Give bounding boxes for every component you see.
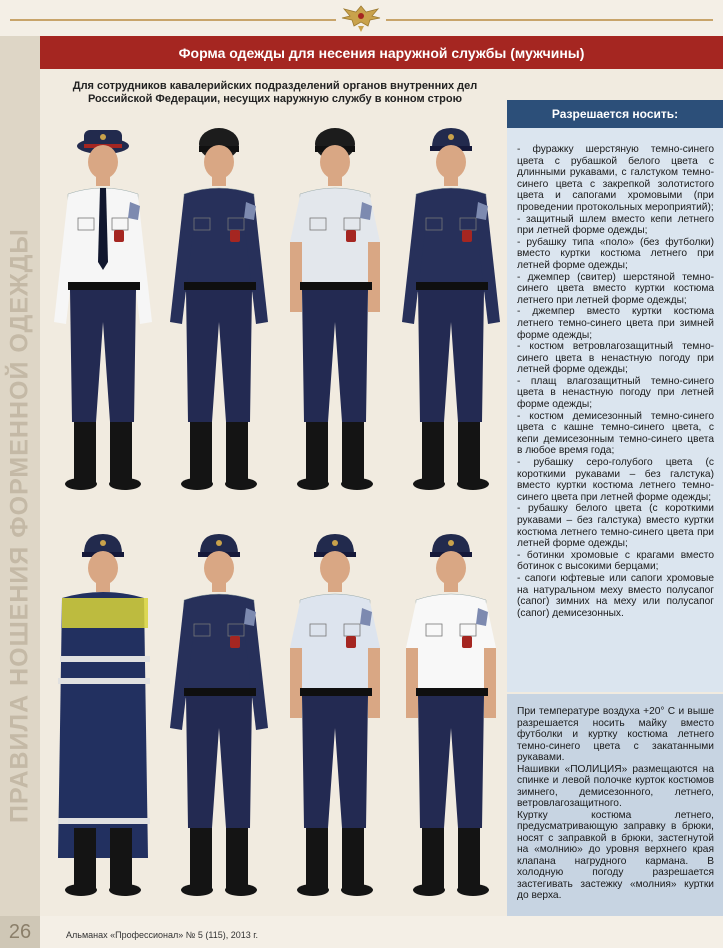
uniform-figure-1 [48, 122, 158, 494]
allowed-item: - джемпер вместо куртки костюма летнего темно-синего цвета при зимней форме одежды; [517, 306, 714, 341]
top-bar [0, 0, 723, 36]
allowed-item: - рубашку белого цвета (с короткими рукавами – без галстука) вместо куртки костюма летнего темно-синего цвета при летней форме одежды; [517, 503, 714, 550]
allowed-item: - сапоги юфтевые или сапоги хромовые на натуральном меху вместо полусапог (сапог) зимних на меху или полусапог (сапог) демисезонных. [517, 572, 714, 619]
eagle-emblem-icon [336, 2, 386, 34]
uniform-figure-5 [48, 528, 158, 900]
subtitle-line-1: Для сотрудников кавалерийских подразделений органов внутренних дел [72, 80, 478, 92]
allowed-item: - защитный шлем вместо кепи летнего при летней форме одежды; [517, 213, 714, 237]
allowed-item: - фуражку шерстяную темно-синего цвета с рубашкой белого цвета с длинными рукавами, с галстуком темно-синего цвета с закрепкой золотистого цвета и сапогами хромовыми (при проведении протокольных мероприятий); [517, 144, 714, 213]
uniform-figure-7 [280, 528, 390, 900]
footer-publication: Альманах «Профессионал» № 5 (115), 2013 г. [66, 930, 258, 940]
uniform-illustrations [40, 110, 506, 916]
allowed-items-list [517, 144, 714, 619]
page-title: Форма одежды для несения наружной службы (мужчины) [40, 36, 723, 69]
page-number: 26 [0, 916, 40, 948]
note-paragraph: Нашивки «ПОЛИЦИЯ» размещаются на спинке и левой полочке курток костюмов зимнего, демисезонного, летнего, ветровлагозащитного. [517, 763, 714, 809]
sidebar [0, 36, 40, 916]
allowed-item: - рубашку типа «поло» (без футболки) вместо куртки костюма летнего при летней форме одежды; [517, 236, 714, 271]
uniform-figure-6 [164, 528, 274, 900]
uniform-figure-8 [396, 528, 506, 900]
allowed-item: - рубашку серо-голубого цвета (с короткими рукавами – без галстука) вместо куртки костюма летнего темно-синего цвета при летней форме одежды; [517, 457, 714, 503]
subtitle [60, 80, 490, 106]
panel-heading: Разрешается носить: [507, 100, 723, 128]
notes-panel [507, 694, 723, 916]
notes-list [517, 706, 714, 902]
allowed-item: - джемпер (свитер) шерстяной темно-синего цвета вместо куртки костюма летнего при летней форме одежды; [517, 271, 714, 306]
subtitle-line-2: Российской Федерации, несущих наружную службу в конном строю [87, 93, 463, 105]
allowed-item: - плащ влагозащитный темно-синего цвета в ненастную погоду при летней форме одежды; [517, 375, 714, 411]
uniform-figure-4 [396, 122, 506, 494]
uniform-figure-2 [164, 122, 274, 494]
note-paragraph: При температуре воздуха +20° С и выше разрешается носить майку вместо футболки и куртку костюма летнего темно-синего цвета с закатанными рукавами. [517, 706, 714, 763]
allowed-items-panel [507, 128, 723, 692]
sidebar-vertical-title: ПРАВИЛА НОШЕНИЯ ФОРМЕННОЙ ОДЕЖДЫ [5, 228, 34, 824]
uniform-figure-3 [280, 122, 390, 494]
note-paragraph: Куртку костюма летнего, предусматривающую заправку в брюки, носят с заправкой в брюки, застегнутой на «молнию» до уровня верхнего края клапана нагрудного кармана. В холодную погоду разрешается застегивать застежку «молния» куртки до верха. [517, 809, 714, 901]
allowed-item: - костюм демисезонный темно-синего цвета с кашне темно-синего цвета, с кепи демисезонным темно-синего цвета в любое время года; [517, 410, 714, 457]
allowed-item: - ботинки хромовые с крагами вместо ботинок с высокими берцами; [517, 549, 714, 573]
allowed-item: - костюм ветровлагозащитный темно-синего цвета в ненастную погоду при летней форме одежды; [517, 341, 714, 376]
